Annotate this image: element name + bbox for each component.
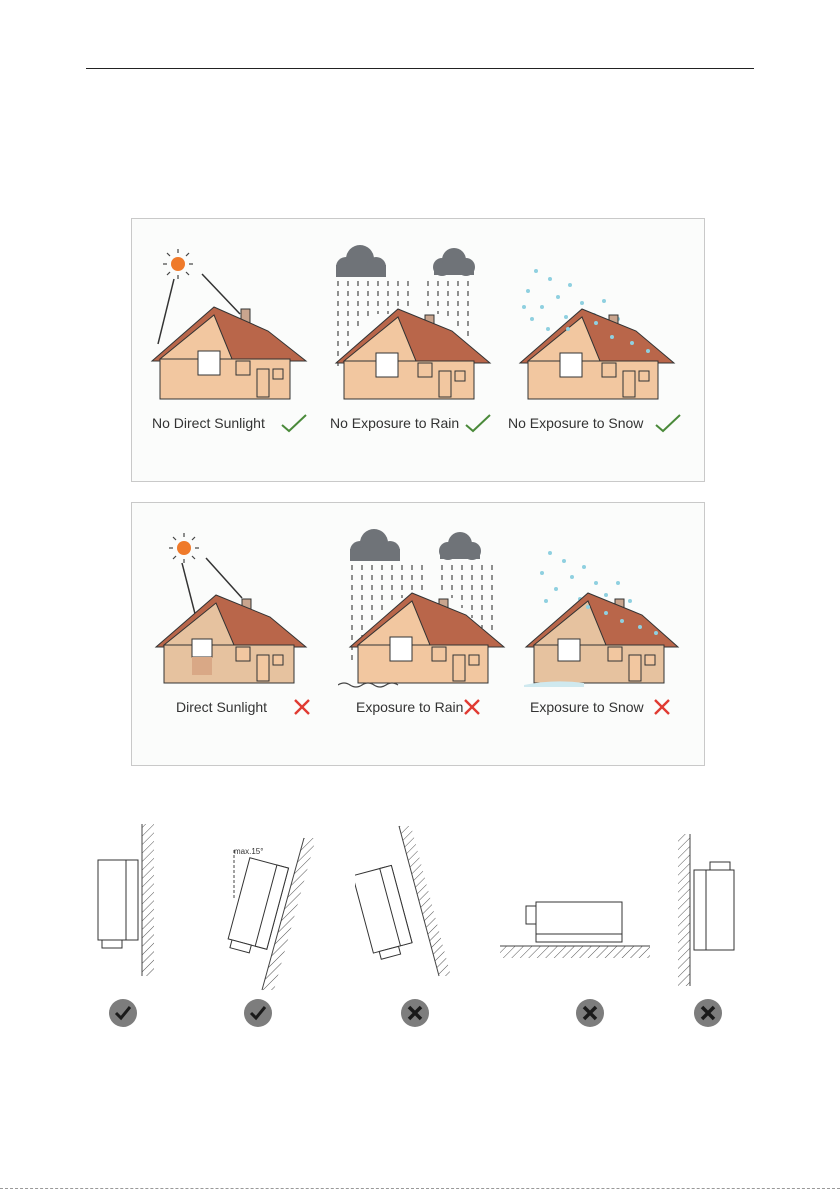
footer-rule <box>0 1188 840 1189</box>
house-icon <box>350 593 504 683</box>
scene-exposure-rain <box>338 503 528 767</box>
check-mark-icon <box>280 413 308 433</box>
allowed-conditions-panel <box>131 218 705 482</box>
house-snow-illustration <box>508 219 698 409</box>
caption-direct-sunlight: Direct Sunlight <box>176 699 268 715</box>
tilt-label: max.15° <box>234 847 264 856</box>
caption-no-exposure-snow: No Exposure to Snow <box>508 415 644 431</box>
house-rain-illustration <box>338 503 528 693</box>
not-allowed-badge-icon <box>400 998 430 1028</box>
house-icon <box>526 593 678 683</box>
allowed-badge-icon <box>243 998 273 1028</box>
cross-mark-icon <box>292 697 312 717</box>
caption-no-direct-sunlight: No Direct Sunlight <box>152 415 265 431</box>
puddle-icon <box>338 683 398 687</box>
house-sun-illustration <box>154 503 344 693</box>
mount-vertical-wall <box>90 820 160 980</box>
house-icon <box>336 309 490 399</box>
cloud-icon <box>336 245 475 277</box>
cross-mark-icon <box>652 697 672 717</box>
not-allowed-badge-icon <box>575 998 605 1028</box>
allowed-badge-icon <box>108 998 138 1028</box>
mount-upside-down <box>672 830 742 990</box>
scene-no-direct-sunlight <box>140 219 330 483</box>
mount-horizontal-flat <box>496 880 652 970</box>
scene-no-exposure-snow <box>508 219 698 483</box>
house-snow-illustration <box>522 503 712 693</box>
cloud-icon <box>350 529 481 561</box>
not-allowed-badge-icon <box>693 998 723 1028</box>
house-rain-illustration <box>324 219 514 409</box>
scene-direct-sunlight <box>154 503 344 767</box>
mount-tilted-back-15 <box>212 820 327 995</box>
scene-no-exposure-rain <box>324 219 514 483</box>
forbidden-conditions-panel <box>131 502 705 766</box>
house-sun-illustration <box>140 219 330 409</box>
caption-exposure-snow: Exposure to Snow <box>530 699 644 715</box>
house-icon <box>152 307 306 399</box>
caption-no-exposure-rain: No Exposure to Rain <box>330 415 460 431</box>
caption-exposure-rain: Exposure to Rain <box>356 699 464 715</box>
cross-mark-icon <box>462 697 482 717</box>
check-mark-icon <box>464 413 492 433</box>
snow-drift-icon <box>524 681 584 687</box>
mount-tilted-forward <box>355 820 455 980</box>
header-rule <box>86 68 754 69</box>
house-icon <box>156 595 306 683</box>
scene-exposure-snow <box>522 503 712 767</box>
check-mark-icon <box>654 413 682 433</box>
